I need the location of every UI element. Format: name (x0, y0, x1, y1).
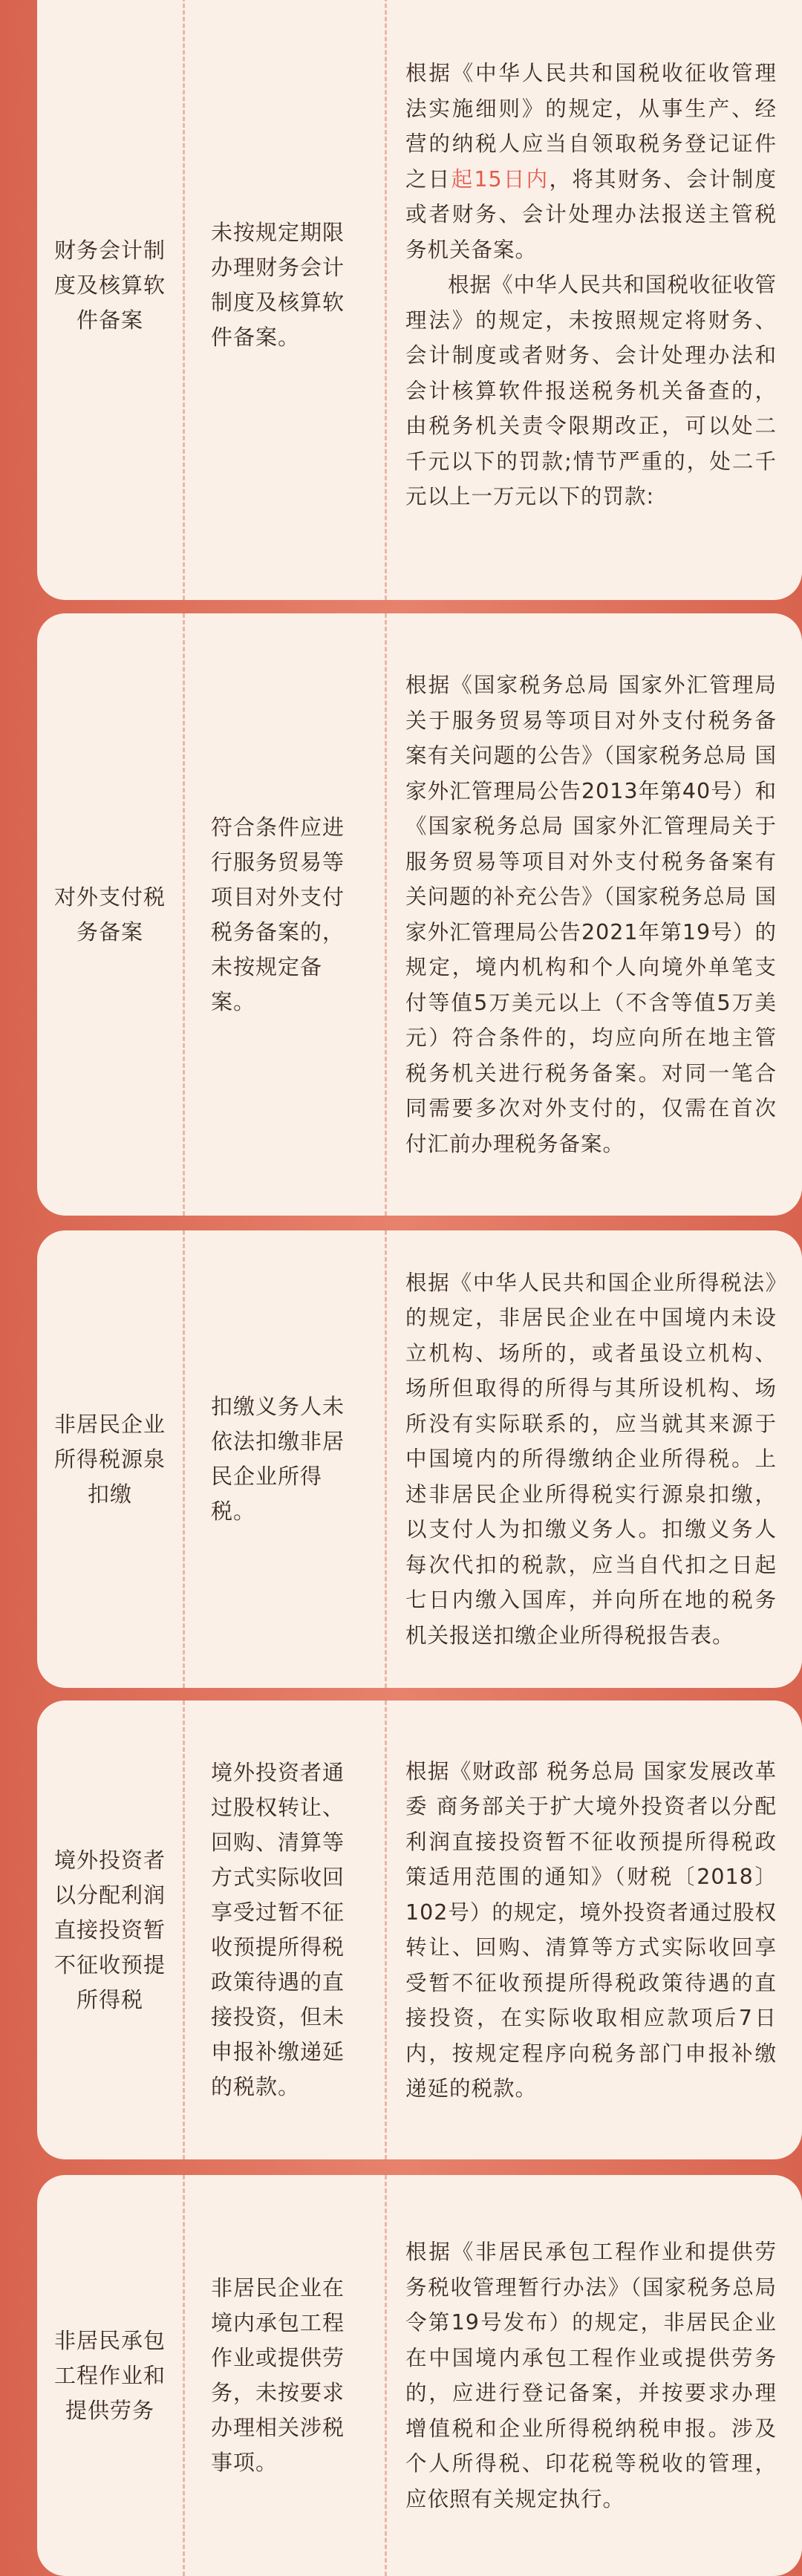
table-row (37, 613, 802, 1216)
basis-cell (385, 2175, 802, 2576)
basis-cell (385, 613, 802, 1216)
basis-cell (385, 1701, 802, 2159)
basis-paragraph: 根据《财政部 税务总局 国家发展改革委 商务部关于扩大境外投资者以分配利润直接投资暂不征收预提所得税政策适用范围的通知》（财税〔2018〕102号）的规定，境外投资者通过股权转让、回购、清算等方式实际收回享受暂不征收预提所得税政策待遇的直接投资，在实际收取相应款项后7日内，按规定程序向税务部门申报补缴递延的税款。 (405, 1758, 777, 2101)
basis-paragraph: 根据《中华人民共和国企业所得税法》的规定，非居民企业在中国境内未设立机构、场所的，或者虽设立机构、场所但取得的所得与其所设机构、场所没有实际联系的，应当就其来源于中国境内的所得缴纳企业所得税。上述非居民企业所得税实行源泉扣缴，以支付人为扣缴义务人。扣缴义务人每次代扣的税款，应当自代扣之日起七日内缴入国库，并向所在地的税务机关报送扣缴企业所得税报告表。 (405, 1270, 777, 1648)
situation-cell (183, 0, 385, 600)
basis-paragraph: 根据《国家税务总局 国家外汇管理局关于服务贸易等项目对外支付税务备案有关问题的公告》（国家税务总局 国家外汇管理局公告2013年第40号）和《国家税务总局 国家外汇管理局关于服务贸易等项目对外支付税务备案有关问题的补充公告》（国家税务总局 国家外汇管理局公告2021年第19号）的规定，境内机构和个人向境外单笔支付等值5万美元以上（不含等值5万美元）符合条件的，均应向所在地主管税务机关进行税务备案。对同一笔合同需要多次对外支付的，仅需在首次付汇前办理税务备案。 (405, 673, 777, 1156)
situation-cell (183, 2175, 385, 2576)
category-cell (37, 1701, 183, 2159)
category-cell (37, 613, 183, 1216)
basis-paragraph: 根据《中华人民共和国税收征收管理法实施细则》的规定，从事生产、经营的纳税人应当自领取税务登记证件之日起15日内，将其财务、会计制度或者财务、会计处理办法报送主管税务机关备案。 (405, 61, 777, 262)
category-cell (37, 0, 183, 600)
situation-text: 未按规定期限办理财务会计制度及核算软件备案。 (211, 220, 345, 350)
situation-text: 符合条件应进行服务贸易等项目对外支付税务备案的，未按规定备案。 (211, 814, 345, 1014)
category-cell (37, 1230, 183, 1688)
situation-text: 扣缴义务人未依法扣缴非居民企业所得税。 (211, 1394, 345, 1524)
basis-cell (385, 1230, 802, 1688)
table-row (37, 2175, 802, 2576)
situation-cell (183, 1701, 385, 2159)
basis-cell (385, 0, 802, 600)
basis-paragraph: 根据《非居民承包工程作业和提供劳务税收管理暂行办法》（国家税务总局令第19号发布）的规定，非居民企业在中国境内承包工程作业或提供劳务的，应进行登记备案，并按要求办理增值税和企业所得税纳税申报。涉及个人所得税、印花税等税收的管理，应依照有关规定执行。 (405, 2240, 777, 2511)
category-text: 对外支付税务备案 (53, 884, 166, 945)
deadline-highlight: 起15日内 (451, 166, 550, 192)
situation-cell (183, 1230, 385, 1688)
category-cell (37, 2175, 183, 2576)
table-row (37, 1230, 802, 1688)
basis-paragraph: 根据《中华人民共和国税收征收管理法》的规定，未按照规定将财务、会计制度或者财务、会计处理办法和会计核算软件报送税务机关备查的，由税务机关责令限期改正，可以处二千元以下的罚款;情节严重的，处二千元以上一万元以下的罚款: (405, 273, 777, 509)
table-row (37, 1701, 802, 2159)
situation-text: 境外投资者通过股权转让、回购、清算等方式实际收回享受过暂不征收预提所得税政策待遇的直接投资，但未申报补缴递延的税款。 (211, 1760, 345, 2099)
category-text: 境外投资者以分配利润直接投资暂不征收预提所得税 (53, 1847, 166, 2012)
category-text: 财务会计制度及核算软件备案 (53, 237, 166, 333)
situation-text: 非居民企业在境内承包工程作业或提供劳务，未按要求办理相关涉税事项。 (211, 2275, 345, 2475)
category-text: 非居民企业所得税源泉扣缴 (53, 1411, 166, 1507)
category-text: 非居民承包工程作业和提供劳务 (53, 2327, 166, 2423)
situation-cell (183, 613, 385, 1216)
table-row (37, 0, 802, 600)
